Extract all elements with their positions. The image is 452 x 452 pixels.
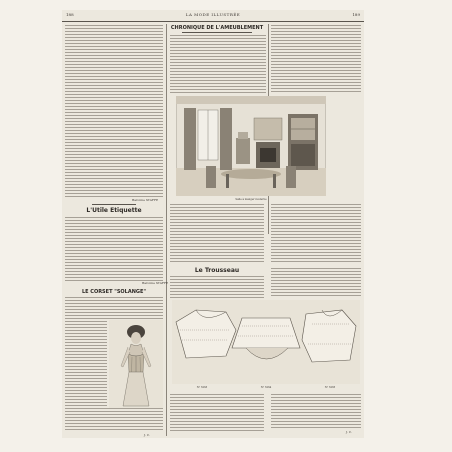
page-number-left: 188	[66, 12, 74, 17]
title-underline	[182, 32, 252, 33]
column-text-block	[170, 35, 266, 93]
corset-illustration	[109, 320, 163, 408]
column-text-block	[65, 408, 163, 432]
column-text-block	[170, 276, 264, 298]
header-rule	[62, 21, 364, 22]
column-text-block	[271, 25, 361, 93]
dining-room-illustration	[176, 96, 326, 196]
section-separator	[92, 204, 136, 205]
page-number-right: 189	[352, 12, 360, 17]
column-text-block	[271, 204, 361, 264]
page-header	[62, 10, 364, 20]
column-text-block	[170, 394, 264, 432]
etiquette-prev-signature: Baronne STAFFE	[132, 198, 159, 202]
column-text-block	[170, 204, 264, 264]
trousseau-signature: J. C.	[346, 430, 353, 434]
furniture-title: CHRONIQUE DE L'AMEUBLEMENT	[170, 25, 264, 31]
corset-title: LE CORSET "SOLANGE"	[81, 289, 147, 295]
etiquette-signature: Baronne STAFFE	[142, 281, 169, 285]
column-text-block	[65, 217, 163, 281]
dining-room-caption: Salle à manger moderne	[235, 198, 267, 201]
trousseau-title: Le Trousseau	[194, 267, 240, 274]
column-text-block	[271, 394, 361, 428]
column-text-block	[65, 25, 163, 197]
column-text-block	[65, 297, 163, 319]
column-text-block	[271, 268, 361, 298]
pattern-caption-center: Nº 3264	[260, 386, 272, 389]
pattern-caption-left: Nº 3263	[196, 386, 208, 389]
column-divider-left	[166, 24, 167, 436]
etiquette-title: L'Utile Etiquette	[86, 207, 142, 214]
magazine-page	[62, 10, 364, 438]
column-text-block	[65, 321, 107, 407]
corset-signature: J. C.	[144, 433, 151, 437]
pattern-caption-right: Nº 3265	[324, 386, 336, 389]
lingerie-patterns-illustration	[172, 300, 360, 384]
journal-title: LA MODE ILLUSTRÉE	[185, 12, 241, 17]
